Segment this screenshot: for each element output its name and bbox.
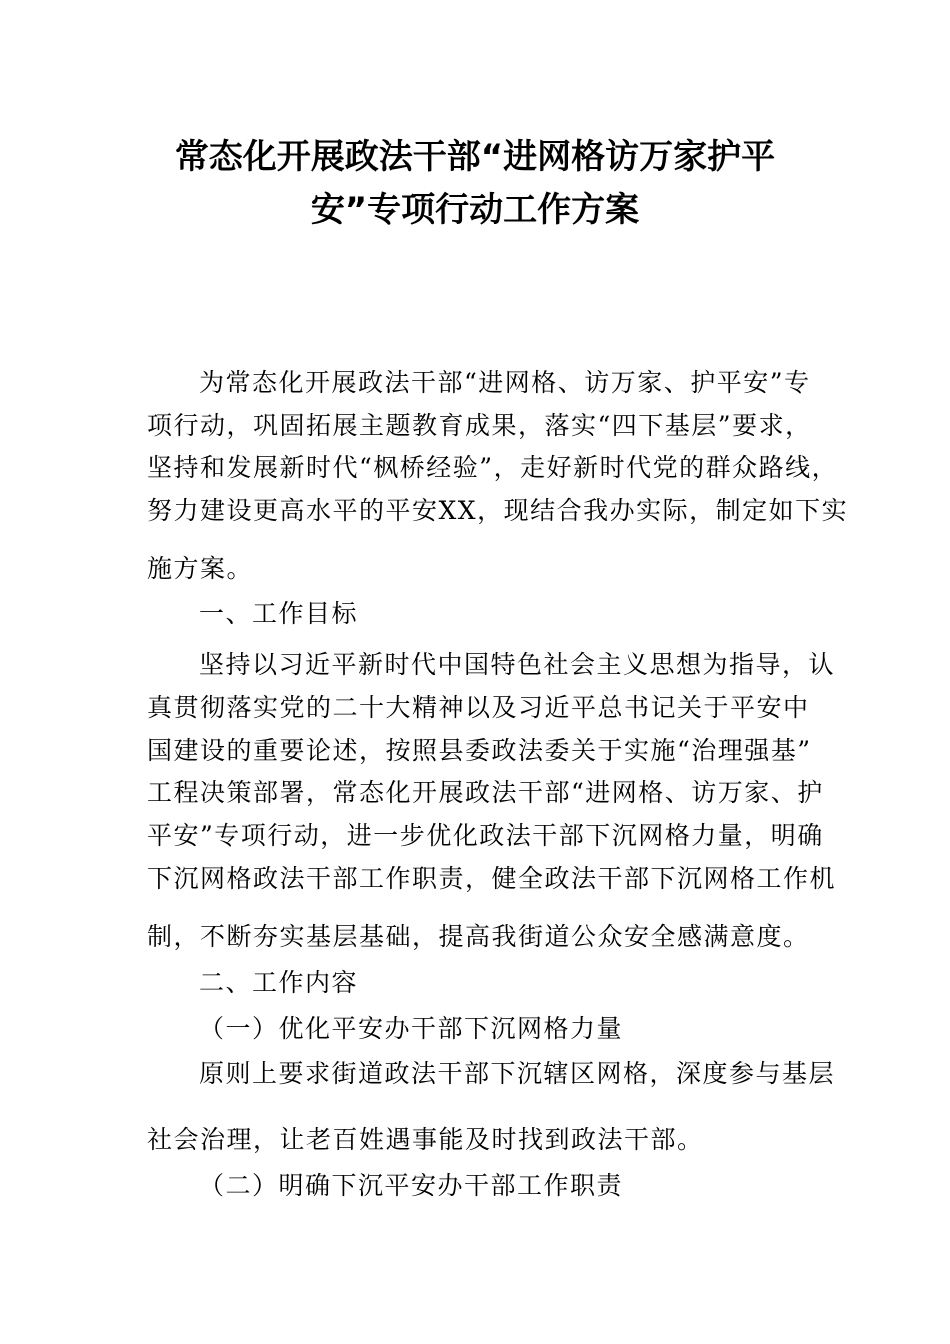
intro-paragraph-line: 项行动，巩固拓展主题教育成果，落实“四下基层”要求， [147, 411, 812, 440]
intro-paragraph-line: 坚持和发展新时代“枫桥经验”，走好新时代党的群众路线， [147, 453, 839, 482]
goals-paragraph-line: 工程决策部署，常态化开展政法干部“进网格、访万家、护 [147, 778, 824, 807]
subsection-heading-2: （二）明确下沉平安办干部工作职责 [199, 1171, 624, 1200]
goals-paragraph-line: 国建设的重要论述，按照县委政法委关于实施“治理强基” [147, 736, 812, 765]
goals-paragraph-line: 真贯彻落实党的二十大精神以及习近平总书记关于平安中 [147, 693, 810, 722]
document-title-line-2: 安”专项行动工作方案 [310, 190, 640, 230]
goals-paragraph-line: 平安”专项行动，进一步优化政法干部下沉网格力量，明确 [147, 821, 824, 850]
section-heading-content: 二、工作内容 [199, 968, 359, 997]
document-title-line-1: 常态化开展政法干部“进网格访万家护平 [174, 137, 776, 177]
subsection-1-paragraph-line: 社会治理，让老百姓遇事能及时找到政法干部。 [147, 1125, 704, 1154]
goals-paragraph-line: 制，不断夯实基层基础，提高我街道公众安全感满意度。 [147, 922, 810, 951]
intro-paragraph-line: 努力建设更高水平的平安XX，现结合我办实际，制定如下实 [147, 496, 849, 525]
subsection-heading-1: （一）优化平安办干部下沉网格力量 [199, 1014, 624, 1043]
intro-paragraph-line: 为常态化开展政法干部“进网格、访万家、护平安”专 [199, 368, 811, 397]
subsection-1-paragraph-line: 原则上要求街道政法干部下沉辖区网格，深度参与基层 [199, 1059, 836, 1088]
goals-paragraph-line: 下沉网格政法干部工作职责，健全政法干部下沉网格工作机 [147, 864, 837, 893]
goals-paragraph-line: 坚持以习近平新时代中国特色社会主义思想为指导，认 [199, 650, 836, 679]
intro-paragraph-line: 施方案。 [147, 554, 254, 583]
section-heading-goals: 一、工作目标 [199, 599, 359, 628]
